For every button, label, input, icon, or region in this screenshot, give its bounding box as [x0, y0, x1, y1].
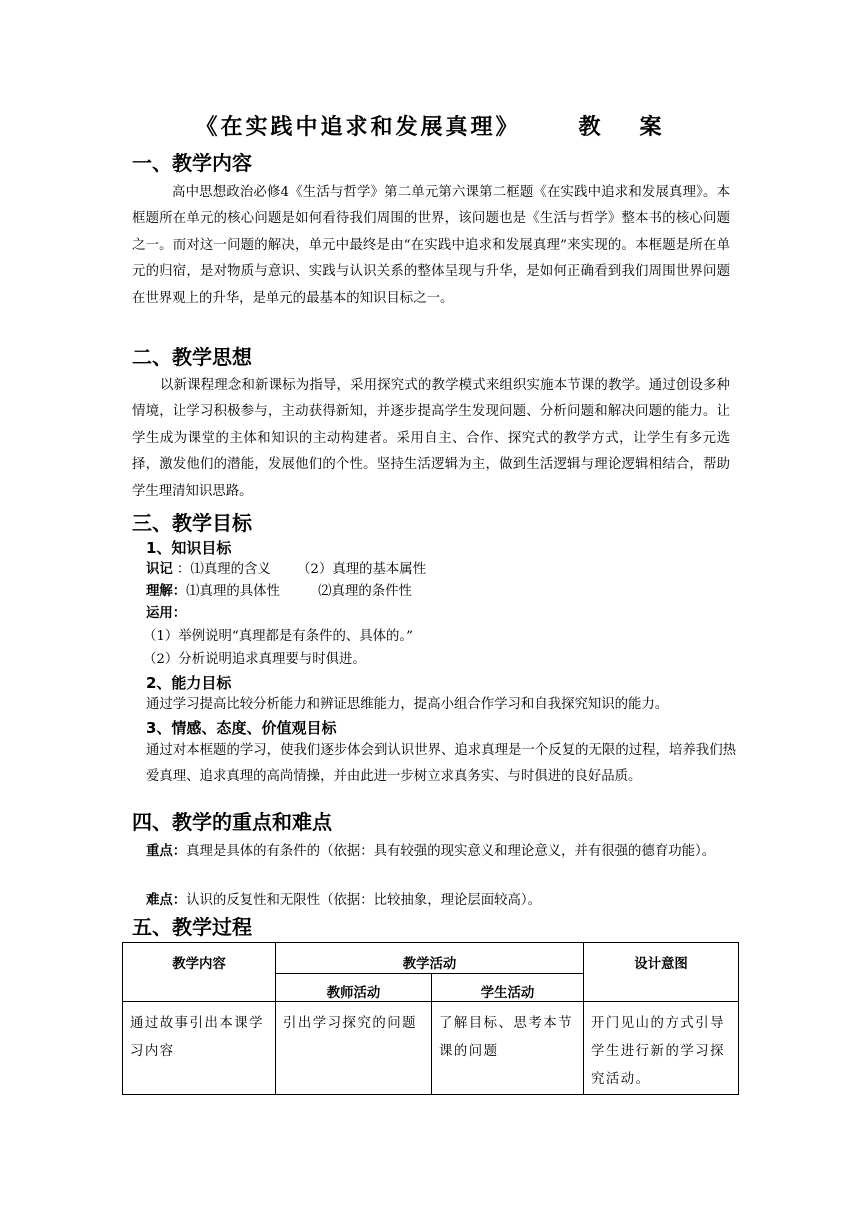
knowledge-objective-heading: 1、知识目标 — [146, 539, 232, 557]
apply-label: 运用： — [146, 606, 187, 621]
section-thought-paragraph: 以新课程理念和新课标为指导，采用探究式的教学模式来组织实施本节课的教学。通过创设多种情境，让学习积极参与，主动获得新知，并逐步提高学生发现问题、分析问题和解决问题的能力。让学生成为课堂的主体和知识的主动构建者。采用自主、合作、探究式的教学方式，让学生有多元选择，激发他们的潜能，发展他们的个性。坚持生活逻辑为主，做到生活逻辑与理论逻辑相结合，帮助学生理清知识思路。 — [132, 378, 730, 499]
section-heading-content: 一、教学内容 — [132, 151, 252, 175]
table-cell-teacher: 引出学习探究的问题 — [276, 1002, 432, 1095]
table-row — [123, 1002, 739, 1095]
recall-item-1: ⑴真理的含义 — [190, 562, 271, 577]
col-header-content: 教学内容 — [123, 943, 276, 1002]
col-header-teacher: 教师活动 — [276, 974, 432, 1002]
table-cell-content: 通过故事引出本课学习内容 — [123, 1002, 276, 1095]
table-cell-intent: 开门见山的方式引导学生进行新的学习探究活动。 — [584, 1002, 739, 1095]
teaching-process-table — [122, 942, 739, 1095]
section-heading-key-points: 四、教学的重点和难点 — [132, 810, 332, 834]
key-point-text: 真理是具体的有条件的（依据：具有较强的现实意义和理论意义，并有很强的德育功能）。 — [186, 844, 716, 859]
document-title — [0, 113, 860, 143]
difficult-point-line — [146, 890, 541, 912]
difficult-point-text: 认识的反复性和无限性（依据：比较抽象，理论层面较高）。 — [186, 893, 542, 908]
recall-item-2: （2）真理的基本属性 — [297, 562, 427, 577]
understand-line — [146, 581, 412, 603]
section-heading-process: 五、教学过程 — [132, 915, 252, 939]
section-heading-thought: 二、教学思想 — [132, 345, 252, 369]
ability-objective-heading: 2、能力目标 — [146, 674, 232, 692]
title-word-2: 案 — [639, 115, 665, 140]
col-header-activity: 教学活动 — [276, 943, 584, 974]
recall-label: 识记 — [146, 562, 173, 577]
apply-item-1: （1）举例说明“真理都是有条件的、具体的。” — [143, 629, 413, 644]
title-main: 《在实践中追求和发展真理》 — [195, 115, 521, 140]
understand-item-1: ⑴真理的具体性 — [186, 584, 280, 599]
table-cell-student: 了解目标、思考本节课的问题 — [432, 1002, 584, 1095]
key-point-label: 重点： — [146, 844, 187, 859]
title-word-1: 教 — [578, 115, 604, 140]
col-header-intent: 设计意图 — [584, 943, 739, 1002]
apply-item-2: （2）分析说明追求真理要与时俱进。 — [143, 652, 366, 667]
recall-line — [146, 559, 426, 581]
col-header-student: 学生活动 — [432, 974, 584, 1002]
key-point-paragraph — [146, 839, 732, 865]
section-heading-objectives: 三、教学目标 — [132, 511, 252, 535]
recall-separator: ： — [177, 562, 191, 577]
emotion-objective-text: 通过对本框题的学习，使我们逐步体会到认识世界、追求真理是一个反复的无限的过程，培养我们热爱真理、追求真理的高尚情操，并由此进一步树立求真务实、与时俱进的良好品质。 — [146, 743, 736, 785]
section-content-paragraph: 高中思想政治必修4《生活与哲学》第二单元第六课第二框题《在实践中追求和发展真理》。本框题所在单元的核心问题是如何看待我们周围的世界，该问题也是《生活与哲学》整本书的核心问题之一。而对这一问题的解决，单元中最终是由“在实践中追求和发展真理”来实现的。本框题是所在单元的归宿，是对物质与意识、实践与认识关系的整体呈现与升华，是如何正确看到我们周围世界问题在世界观上的升华，是单元的最基本的知识目标之一。 — [132, 185, 730, 306]
understand-label: 理解： — [146, 584, 187, 599]
emotion-objective-heading: 3、情感、态度、价值观目标 — [146, 719, 337, 737]
understand-item-2: ⑵真理的条件性 — [318, 584, 412, 599]
ability-objective-text: 通过学习提高比较分析能力和辨证思维能力，提高小组合作学习和自我探究知识的能力。 — [146, 697, 669, 712]
difficult-point-label: 难点： — [146, 893, 187, 908]
